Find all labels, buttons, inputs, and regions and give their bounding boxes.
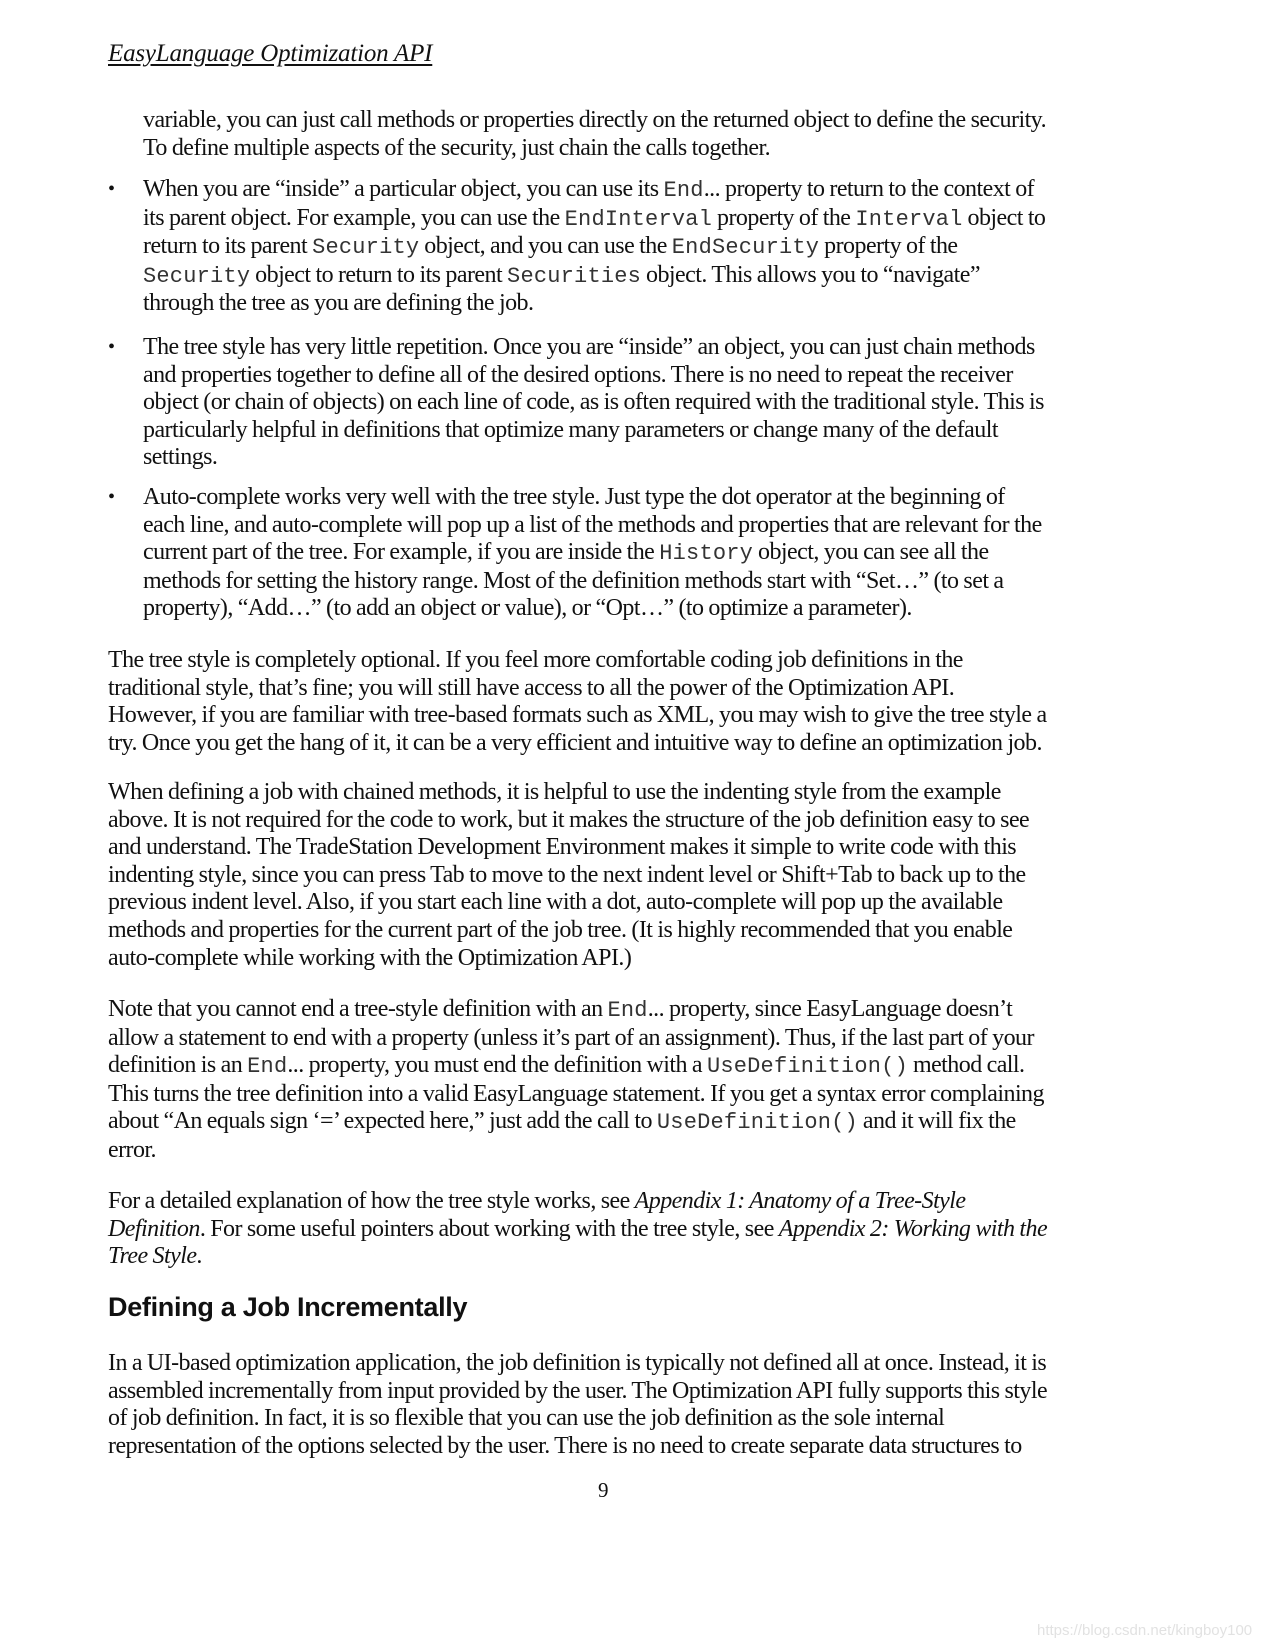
bullet-item-little-repetition [143,334,1173,472]
text-line: However, if you are familiar with tree-based formats such as XML, you may wish to give the tree style a [108,702,1047,729]
running-header: EasyLanguage Optimization API [108,40,433,67]
code-identifier: End [247,1054,288,1080]
text-line: through the tree as you are defining the job. [143,290,534,317]
cross-reference: Appendix 1: Anatomy of a Tree-Style [634,1188,966,1214]
text-line: When defining a job with chained methods, it is helpful to use the indenting style from the example [108,779,1001,805]
cross-reference: Tree Style [108,1243,197,1270]
cross-reference: Appendix 2: Working with the [778,1215,1048,1242]
code-identifier: End [607,998,648,1023]
text-line: object (or chain of objects) on each line of code, as is often required with the traditional style. This is [143,389,1044,416]
text-line: variable, you can just call methods or properties directly on the returned object to define the security. [143,107,1047,133]
text-line: previous indent level. Also, if you start each line with a dot, auto-complete will pop up the available [108,889,1003,916]
cross-reference: Definition [108,1215,200,1242]
text-line: allow a statement to end with a property (unless it’s part of an assignment). Thus, if the last part of your [108,1024,1034,1051]
bullet-item-auto-complete [143,484,1173,623]
code-identifier: EndInterval [564,206,713,232]
code-identifier: History [659,541,754,567]
text-line: Tree Style. [108,1243,202,1270]
text-line: indenting style, since you can press Tab to move to the next indent level or Shift+Tab to back up to the [108,861,1026,888]
code-identifier: Security [143,263,251,289]
code-identifier: Interval [855,206,963,232]
text-line: Auto-complete works very well with the tree style. Just type the dot operator at the beginning of [143,484,1005,510]
paragraph-appendix-references [108,1188,1168,1271]
text-line: and properties together to define all of the desired options. There is no need to repeat the receiver [143,361,1013,388]
text-line: methods and properties for the current part of the job tree. (It is highly recommended that you enable [108,916,1013,943]
text-line: and understand. The TradeStation Development Environment makes it simple to write code with this [108,834,1017,861]
text-line: In a UI-based optimization application, the job definition is typically not defined all at once. Instead, it is [108,1350,1047,1376]
watermark: https://blog.csdn.net/kingboy100 [1037,1622,1253,1639]
paragraph-end-property-note [108,996,1168,1165]
text-line: representation of the options selected by the user. There is no need to create separate data structures to [108,1432,1022,1459]
bullet-item-end-property [143,176,1173,318]
text-line: above. It is not required for the code to work, but it makes the structure of the job definition easy to see [108,806,1030,833]
text-line: Definition. For some useful pointers about working with the tree style, see Appendix 2: Working with the [108,1215,1048,1242]
text-line: property), “Add…” (to add an object or value), or “Opt…” (to optimize a parameter). [143,595,912,622]
text-line: traditional style, that’s fine; you will still have access to all the power of the Optimization API. [108,674,955,701]
text-line: Note that you cannot end a tree-style definition with an End... property, since EasyLanguage doesn’t [108,996,1013,1023]
text-line: To define multiple aspects of the security, just chain the calls together. [143,134,771,161]
page-number: 9 [598,1478,609,1502]
text-line: The tree style is completely optional. If you feel more comfortable coding job definitions in the [108,647,963,673]
text-line: error. [108,1136,157,1163]
text-line: The tree style has very little repetition. Once you are “inside” an object, you can just chain methods [143,334,1035,360]
text-line: particularly helpful in definitions that optimize many parameters or change many of the default [143,416,998,443]
text-line: return to its parent Security object, and you can use the EndSecurity property of the [143,233,958,261]
text-line: methods for setting the history range. Most of the definition methods start with “Set…” (to set a [143,567,1004,594]
text-line: When you are “inside” a particular object, you can use its End... property to return to the context of [143,176,1035,203]
code-identifier: UseDefinition() [656,1110,858,1136]
code-identifier: Securities [507,263,642,289]
code-identifier: Security [312,235,420,261]
text-line: settings. [143,444,218,471]
code-identifier: End [663,178,704,203]
code-identifier: UseDefinition() [706,1054,908,1080]
text-line: its parent object. For example, you can use the EndInterval property of the Interval object to [143,204,1046,232]
continuation-paragraph [143,107,1173,162]
text-line: assembled incrementally from input provided by the user. The Optimization API fully supports this style [108,1377,1048,1404]
code-identifier: EndSecurity [671,235,820,261]
bullet-icon: • [108,336,116,358]
paragraph-incremental-definition [108,1350,1168,1460]
text-line: current part of the tree. For example, if you are inside the History object, you can see all the [143,539,989,567]
paragraph-indenting-style [108,779,1168,972]
text-line: each line, and auto-complete will pop up a list of the methods and properties that are relevant for the [143,511,1042,538]
text-line: about “An equals sign ‘=’ expected here,” just add the call to UseDefinition() and it will fix the [108,1108,1016,1136]
bullet-icon: • [108,486,116,508]
text-line: This turns the tree definition into a valid EasyLanguage statement. If you get a syntax error complaining [108,1080,1044,1107]
bullet-icon: • [108,178,116,200]
text-line: Security object to return to its parent Securities object. This allows you to “navigate” [143,261,980,289]
text-line: try. Once you get the hang of it, it can be a very efficient and intuitive way to define an optimization job. [108,729,1042,756]
text-line: definition is an End... property, you must end the definition with a UseDefinition() method call. [108,1052,1025,1080]
text-line: auto-complete while working with the Optimization API.) [108,944,632,971]
section-heading: Defining a Job Incrementally [108,1292,468,1322]
text-line: For a detailed explanation of how the tree style works, see Appendix 1: Anatomy of a Tree-Style [108,1188,966,1214]
text-line: of job definition. In fact, it is so flexible that you can use the job definition as the sole internal [108,1405,945,1432]
paragraph-tree-style-optional [108,647,1168,757]
